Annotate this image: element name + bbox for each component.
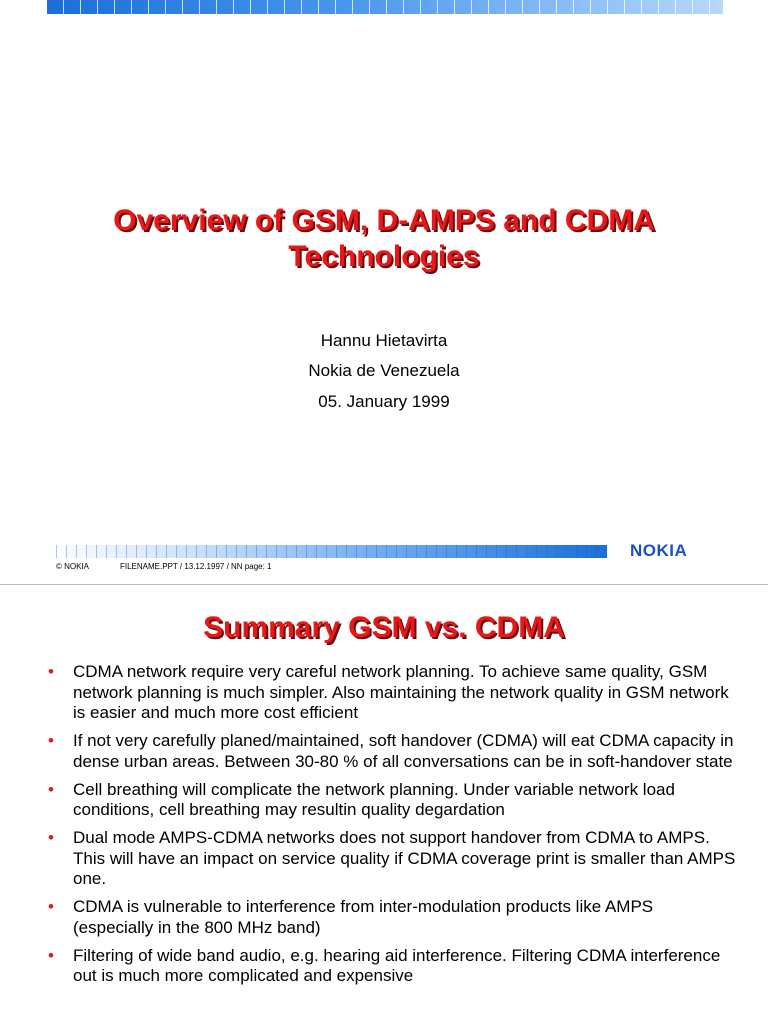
bullet-text: CDMA network require very careful network planning. To achieve same quality, GSM network planning is much simpler. Also maintaining the network quality in GSM network is easier and much more cost efficient (73, 662, 729, 722)
bullet-icon: • (48, 945, 54, 965)
bullet-text: Cell breathing will complicate the network planning. Under variable network load conditions, cell breathing may resultin quality degardation (73, 779, 675, 819)
list-item (48, 662, 738, 724)
list-item (48, 897, 738, 938)
list-item (48, 946, 738, 987)
bullet-icon: • (48, 779, 54, 799)
bullet-icon: • (48, 662, 54, 681)
footer-file-info: FILENAME.PPT / 13.12.1997 / NN page: 1 (120, 562, 272, 571)
bullet-text: Dual mode AMPS-CDMA networks does not support handover from CDMA to AMPS. This will have an impact on service quality if CDMA coverage print is smaller than AMPS one. (73, 828, 736, 888)
footer-gradient-bar (47, 545, 607, 558)
bullet-text: If not very carefully planed/maintained, soft handover (CDMA) will eat CDMA capacity in dense urban areas. Between 30-80 % of all conversations can be in soft-handover state (73, 731, 734, 771)
slide1-title-line2: Technologies (288, 240, 480, 273)
organization-name: Nokia de Venezuela (308, 361, 460, 380)
bullet-list (48, 662, 738, 994)
bullet-icon: • (48, 731, 54, 750)
list-item (48, 731, 738, 772)
top-gradient-bar (47, 0, 723, 14)
slide-divider (0, 584, 768, 585)
list-item (48, 828, 738, 890)
list-item (48, 780, 738, 821)
author-name: Hannu Hietavirta (320, 331, 448, 350)
presentation-date: 05. January 1999 (318, 392, 450, 411)
slide1-title (0, 203, 768, 275)
bullet-text: CDMA is vulnerable to interference from inter-modulation products like AMPS (especially in the 800 MHz band) (73, 897, 654, 937)
footer-copyright: © NOKIA (56, 562, 90, 571)
slide2-title: Summary GSM vs. CDMA (203, 611, 565, 644)
nokia-logo: NOKIA (630, 541, 688, 560)
bullet-icon: • (48, 897, 54, 916)
bullet-text: Filtering of wide band audio, e.g. hearing aid interference. Filtering CDMA interference out is much more complicated and expensive (73, 945, 721, 985)
slide1-title-line1: Overview of GSM, D-AMPS and CDMA (113, 204, 655, 237)
bullet-icon: • (48, 828, 54, 847)
